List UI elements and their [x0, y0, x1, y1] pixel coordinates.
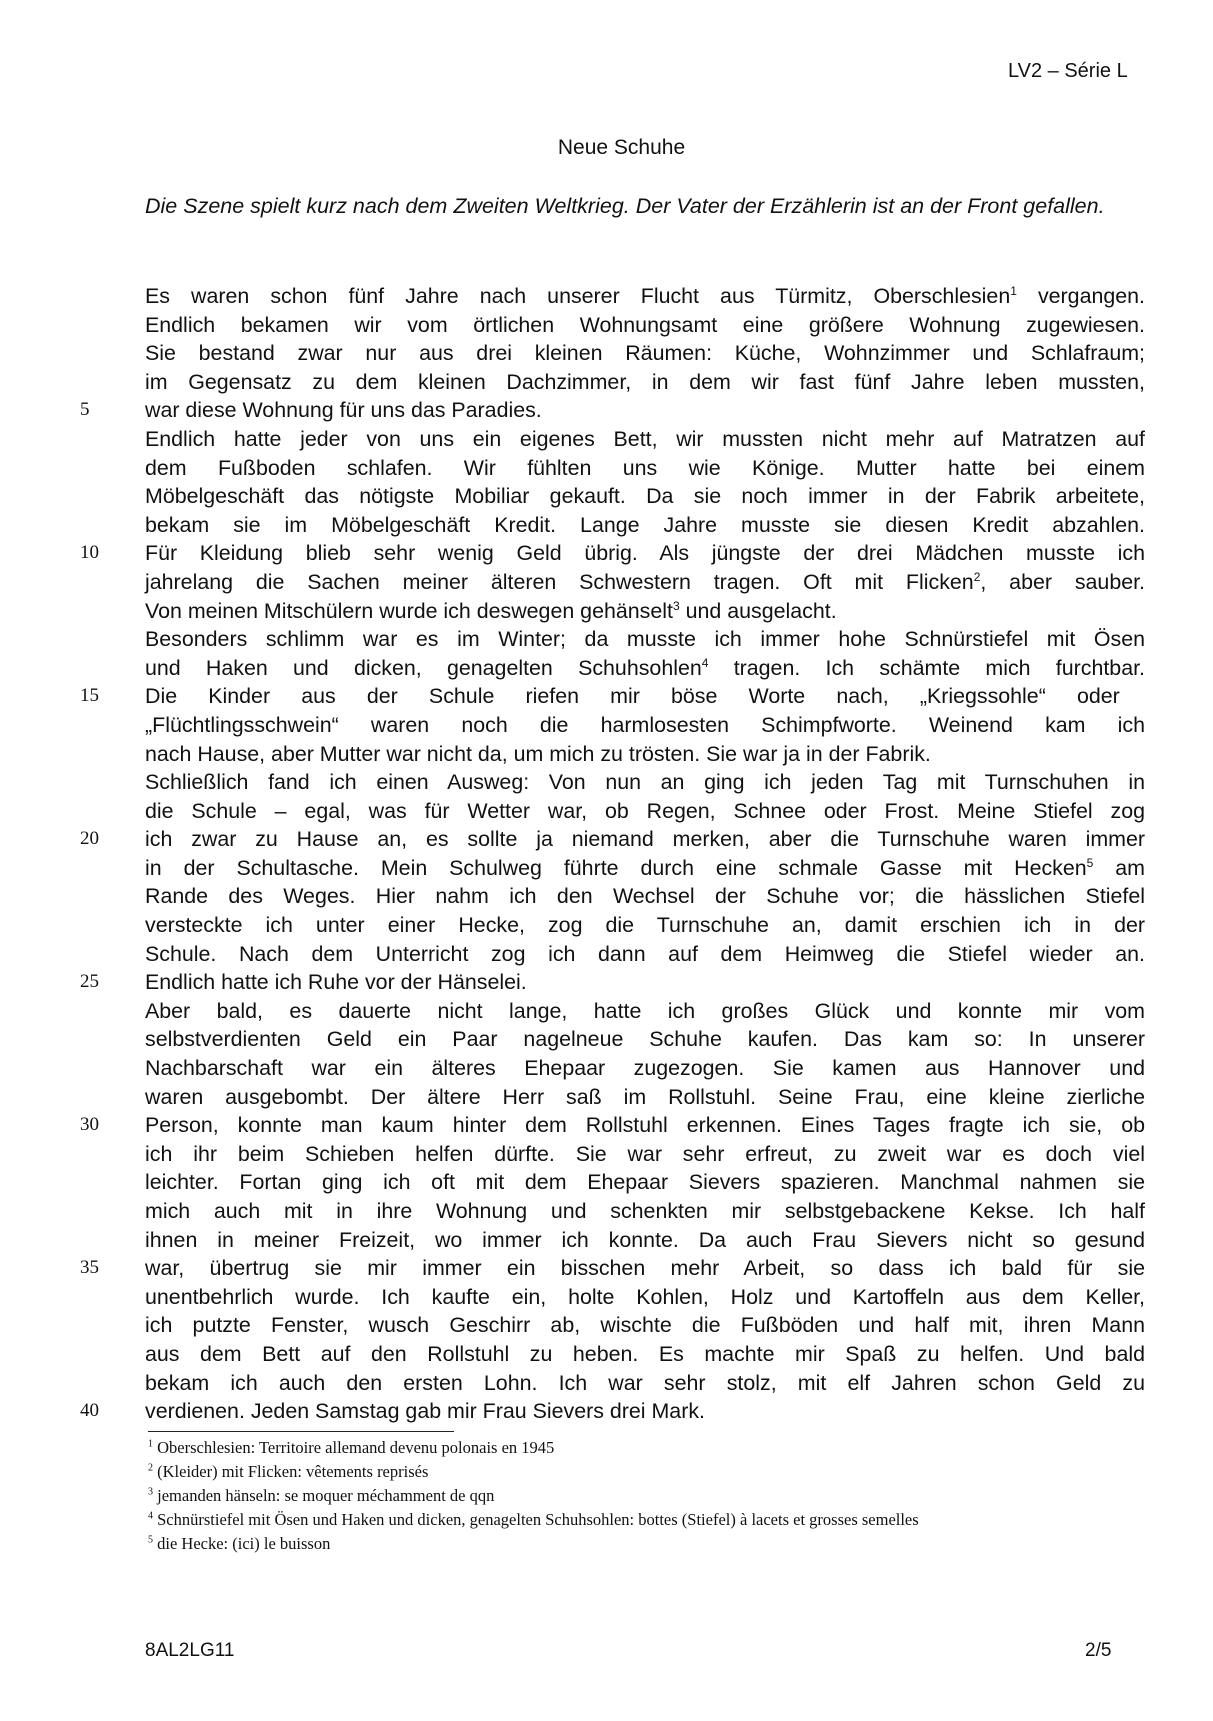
line-text [145, 454, 1145, 483]
text-line [80, 825, 1145, 854]
line-text-main: Rande des Weges. Hier nahm ich den Wechsel der Schuhe vor; die hässlichen Stiefel [145, 884, 1145, 909]
line-text [145, 1054, 1145, 1083]
line-text-main: Nachbarschaft war ein älteres Ehepaar zugezogen. Sie kamen aus Hannover und [145, 1056, 1145, 1081]
line-number: 30 [80, 1114, 99, 1136]
story-text [80, 282, 1145, 1426]
line-text-main: selbstverdienten Geld ein Paar nagelneue Schuhe kaufen. Das kam so: In unserer [145, 1027, 1145, 1052]
page-title: Neue Schuhe [557, 136, 686, 159]
line-text [145, 711, 1145, 740]
line-text-main: Schule. Nach dem Unterricht zog ich dann auf dem Heimweg die Stiefel wieder an. [145, 941, 1145, 966]
line-text [145, 482, 1145, 511]
document-code: 8AL2LG11 [145, 1640, 235, 1661]
text-line [145, 454, 1145, 483]
footnote [148, 1508, 1148, 1532]
line-text-main: war diese Wohnung für uns das Paradies. [145, 398, 542, 423]
footnote-marker: 2 [973, 569, 981, 584]
line-text [145, 539, 1145, 568]
line-text-main: die Schule – egal, was für Wetter war, ob Regen, Schnee oder Frost. Meine Stiefel zog [145, 798, 1145, 823]
line-number: 25 [80, 971, 99, 993]
line-text [145, 1140, 1145, 1169]
text-line [80, 1111, 1145, 1140]
footnote-number: 3 [148, 1486, 153, 1498]
line-text [145, 396, 542, 425]
footnotes [148, 1436, 1148, 1556]
line-text-main: Besonders schlimm war es im Winter; da musste ich immer hohe Schnürstiefel mit Ösen [145, 627, 1145, 652]
text-line [145, 997, 1145, 1026]
line-text-tail: tragen. Ich schämte mich furchtbar. [708, 655, 1145, 680]
text-line [145, 1369, 1145, 1398]
line-text [145, 1083, 1145, 1112]
intro-paragraph: Die Szene spielt kurz nach dem Zweiten Weltkrieg. Der Vater der Erzählerin ist an der Front gefallen. [145, 194, 1105, 218]
line-text-main: versteckte ich unter einer Hecke, zog die Turnschuhe an, damit erschien ich in der [145, 913, 1145, 938]
line-text-main: verdienen. Jeden Samstag gab mir Frau Sievers drei Mark. [145, 1399, 705, 1424]
line-number: 15 [80, 685, 99, 707]
line-text-main: Für Kleidung blieb sehr wenig Geld übrig. Als jüngste der drei Mädchen musste ich [145, 541, 1145, 566]
text-line [145, 1168, 1145, 1197]
line-text-main: Möbelgeschäft das nötigste Mobiliar gekauft. Da sie noch immer in der Fabrik arbeitete, [145, 484, 1145, 509]
line-text-tail: am [1093, 855, 1145, 880]
text-line [145, 311, 1145, 340]
line-text [145, 368, 1145, 397]
line-text-main: leichter. Fortan ging ich oft mit dem Ehepaar Sievers spazieren. Manchmal nahmen sie [145, 1170, 1145, 1195]
text-line [80, 682, 1145, 711]
line-text [145, 1226, 1145, 1255]
line-text-main: ich zwar zu Hause an, es sollte ja niemand merken, aber die Turnschuhe waren immer [145, 827, 1145, 852]
line-text [145, 940, 1145, 969]
line-text-main: und Haken und dicken, genagelten Schuhsohlen [145, 655, 702, 680]
line-text-main: dem Fußboden schlafen. Wir fühlten uns wie Könige. Mutter hatte bei einem [145, 455, 1145, 480]
text-line [80, 1254, 1145, 1283]
text-line [145, 882, 1145, 911]
text-line [145, 425, 1145, 454]
text-line [145, 854, 1145, 883]
line-text-main: Endlich bekamen wir vom örtlichen Wohnungsamt eine größere Wohnung zugewiesen. [145, 312, 1145, 337]
line-text [145, 1340, 1145, 1369]
text-line [145, 339, 1145, 368]
text-line [145, 711, 1145, 740]
footnote-marker: 1 [1010, 283, 1017, 298]
text-line [145, 1140, 1145, 1169]
line-text-tail: vergangen. [1016, 284, 1145, 308]
line-text [145, 911, 1145, 940]
text-line [145, 568, 1145, 597]
line-text [145, 625, 1145, 654]
text-line [80, 968, 1145, 997]
page-number: 2/5 [1085, 1640, 1112, 1661]
text-line [145, 797, 1145, 826]
line-text [145, 311, 1145, 340]
line-text [145, 568, 1145, 597]
footnote [148, 1436, 1148, 1460]
line-text-main: war, übertrug sie mir immer ein bisschen mehr Arbeit, so dass ich bald für sie [145, 1256, 1145, 1281]
text-line [145, 482, 1145, 511]
footnote-text: die Hecke: (ici) le buisson [153, 1534, 331, 1553]
line-text-main: mich auch mit in ihre Wohnung und schenkten mir selbstgebackene Kekse. Ich half [145, 1199, 1145, 1223]
line-text [145, 682, 1120, 711]
footnote [148, 1484, 1148, 1508]
line-text-main: Sie bestand zwar nur aus drei kleinen Räumen: Küche, Wohnzimmer und Schlafraum; [145, 341, 1145, 366]
text-line [145, 1054, 1145, 1083]
line-text [145, 597, 837, 626]
line-text-main: bekam ich auch den ersten Lohn. Ich war sehr stolz, mit elf Jahren schon Geld zu [145, 1370, 1145, 1395]
text-line [145, 1311, 1145, 1340]
footnote-text: (Kleider) mit Flicken: vêtements reprisés [153, 1462, 429, 1481]
line-text-main: nach Hause, aber Mutter war nicht da, um mich zu trösten. Sie war ja in der Fabrik. [145, 741, 931, 766]
footnote-number: 5 [148, 1534, 153, 1546]
line-text-main: unentbehrlich wurde. Ich kaufte ein, holte Kohlen, Holz und Kartoffeln aus dem Keller, [145, 1284, 1145, 1309]
line-text [145, 511, 1145, 540]
line-text-main: Es waren schon fünf Jahre nach unserer Flucht aus Türmitz, Oberschlesien [145, 284, 1011, 308]
footnote [148, 1460, 1148, 1484]
text-line [145, 625, 1145, 654]
line-text [145, 768, 1145, 797]
line-text-main: aus dem Bett auf den Rollstuhl zu heben. Es machte mir Spaß zu helfen. Und bald [145, 1341, 1145, 1366]
line-text-main: im Gegensatz zu dem kleinen Dachzimmer, in dem wir fast fünf Jahre leben mussten, [145, 369, 1145, 394]
line-text-main: ihnen in meiner Freizeit, wo immer ich konnte. Da auch Frau Sievers nicht so gesund [145, 1227, 1145, 1252]
line-text-main: Schließlich fand ich einen Ausweg: Von nun an ging ich jeden Tag mit Turnschuhen in [145, 770, 1145, 795]
text-line [80, 539, 1145, 568]
text-line [80, 396, 1145, 425]
line-text-main: jahrelang die Sachen meiner älteren Schwestern tragen. Oft mit Flicken [145, 569, 974, 594]
line-text [145, 997, 1145, 1026]
text-line [145, 740, 1145, 769]
line-number: 5 [80, 399, 90, 421]
line-text [145, 425, 1145, 454]
line-number: 10 [80, 542, 99, 564]
footnote-marker: 5 [1086, 855, 1094, 870]
footnote-number: 4 [148, 1510, 153, 1522]
line-text-main: ich putzte Fenster, wusch Geschirr ab, wischte die Fußböden und half mit, ihren Mann [145, 1313, 1145, 1338]
text-line [145, 940, 1145, 969]
line-text [145, 1283, 1145, 1312]
footnote-text: Oberschlesien: Territoire allemand devenu polonais en 1945 [153, 1438, 555, 1457]
line-text [145, 1111, 1145, 1140]
text-line [145, 911, 1145, 940]
line-number: 40 [80, 1400, 99, 1422]
line-text [145, 825, 1145, 854]
text-line [145, 368, 1145, 397]
series-label: LV2 – Série L [1008, 60, 1128, 82]
line-text-main: Person, konnte man kaum hinter dem Rollstuhl erkennen. Eines Tages fragte ich sie, ob [145, 1113, 1145, 1138]
text-line [145, 1197, 1145, 1226]
text-line [145, 654, 1145, 683]
line-text-main: bekam sie im Möbelgeschäft Kredit. Lange Jahre musste sie diesen Kredit abzahlen. [145, 512, 1145, 537]
line-text [145, 882, 1145, 911]
line-text-main: Aber bald, es dauerte nicht lange, hatte ich großes Glück und konnte mir vom [145, 998, 1145, 1023]
line-text [145, 1168, 1145, 1197]
text-line [145, 1340, 1145, 1369]
line-text-tail: und ausgelacht. [679, 598, 837, 623]
line-text-main: ich ihr beim Schieben helfen dürfte. Sie war sehr erfreut, zu zweit war es doch viel [145, 1141, 1145, 1166]
line-text [145, 1311, 1145, 1340]
text-line [145, 282, 1145, 311]
line-text-main: Die Kinder aus der Schule riefen mir böse Worte nach, „Kriegssohle“ oder [145, 684, 1120, 709]
line-number: 35 [80, 1257, 99, 1279]
footnote-number: 2 [148, 1462, 153, 1474]
line-text-main: waren ausgebombt. Der ältere Herr saß im Rollstuhl. Seine Frau, eine kleine zierliche [145, 1084, 1145, 1109]
line-number: 20 [80, 828, 99, 850]
footnote-text: Schnürstiefel mit Ösen und Haken und dicken, genagelten Schuhsohlen: bottes (Stiefel) à lacets et grosses semelles [153, 1510, 919, 1529]
line-text [145, 1397, 705, 1426]
text-line [145, 1283, 1145, 1312]
line-text [145, 797, 1145, 826]
line-text [145, 968, 527, 997]
footnote-number: 1 [148, 1438, 153, 1450]
line-text [145, 854, 1145, 883]
line-text [145, 282, 1145, 311]
footnote-divider [148, 1431, 454, 1432]
text-line [145, 597, 1145, 626]
line-text [145, 1197, 1145, 1226]
line-text-main: Von meinen Mitschülern wurde ich deswegen gehänselt [145, 598, 673, 623]
line-text-main: Endlich hatte ich Ruhe vor der Hänselei. [145, 970, 527, 995]
text-line [145, 1025, 1145, 1054]
footnote [148, 1532, 1148, 1556]
line-text [145, 339, 1145, 368]
footnote-marker: 3 [672, 598, 680, 613]
footnote-text: jemanden hänseln: se moquer méchamment de qqn [153, 1486, 495, 1505]
footnote-marker: 4 [701, 655, 709, 670]
text-line [145, 511, 1145, 540]
text-line [145, 768, 1145, 797]
line-text [145, 740, 931, 769]
text-line [145, 1226, 1145, 1255]
line-text [145, 654, 1145, 683]
line-text [145, 1369, 1145, 1398]
line-text [145, 1254, 1145, 1283]
line-text-tail: , aber sauber. [980, 569, 1145, 594]
text-line [145, 1083, 1145, 1112]
text-line [80, 1397, 1145, 1426]
line-text-main: Endlich hatte jeder von uns ein eigenes Bett, wir mussten nicht mehr auf Matratzen auf [145, 426, 1145, 451]
line-text-main: in der Schultasche. Mein Schulweg führte durch eine schmale Gasse mit Hecken [145, 855, 1087, 880]
line-text-main: „Flüchtlingsschwein“ waren noch die harmlosesten Schimpfworte. Weinend kam ich [145, 712, 1145, 737]
line-text [145, 1025, 1145, 1054]
